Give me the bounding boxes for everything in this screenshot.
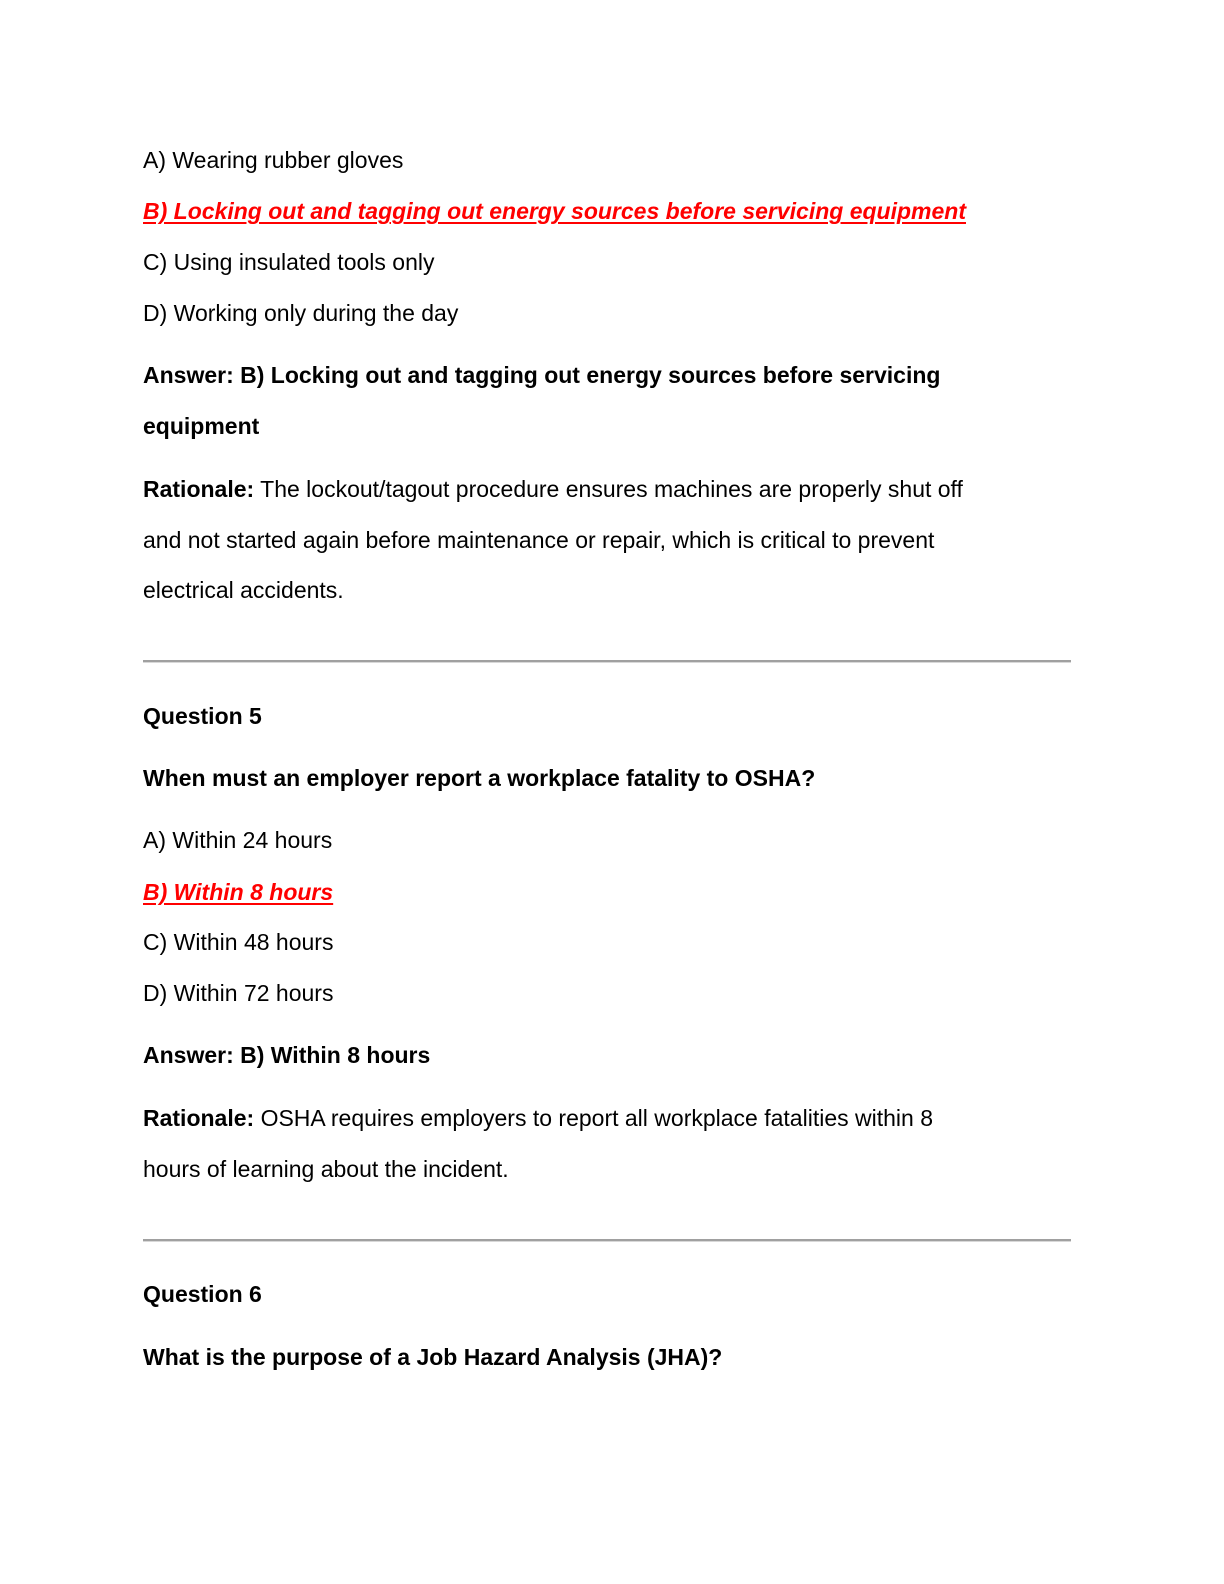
- q5-option-a: A) Within 24 hours: [143, 827, 333, 853]
- q4-option-b-correct: B) Locking out and tagging out energy sources before servicing equipment: [143, 198, 966, 224]
- q5-option-c: C) Within 48 hours: [143, 929, 334, 955]
- q4-option-d: D) Working only during the day: [143, 300, 459, 326]
- q4-option-c: C) Using insulated tools only: [143, 249, 435, 275]
- q5-rationale-line-2: hours of learning about the incident.: [143, 1156, 509, 1182]
- section-divider-2: [143, 1239, 1071, 1242]
- q5-rationale-label: Rationale:: [143, 1105, 255, 1131]
- q4-rationale-label: Rationale:: [143, 476, 255, 502]
- q4-rationale-line-1: [143, 474, 963, 504]
- q4-answer-line-1: Answer: B) Locking out and tagging out energy sources before servicing: [143, 362, 941, 388]
- q5-option-b-correct: B) Within 8 hours: [143, 879, 334, 905]
- q6-question: What is the purpose of a Job Hazard Analysis (JHA)?: [143, 1344, 723, 1370]
- q4-rationale-line-2: and not started again before maintenance or repair, which is critical to prevent: [143, 527, 935, 553]
- q4-answer-line-2: equipment: [143, 413, 260, 439]
- q5-answer: Answer: B) Within 8 hours: [143, 1042, 431, 1068]
- q6-heading: Question 6: [143, 1281, 262, 1307]
- q4-rationale-text-1: The lockout/tagout procedure ensures machines are properly shut off: [254, 476, 963, 502]
- q5-heading: Question 5: [143, 703, 262, 729]
- q5-rationale-text-1: OSHA requires employers to report all workplace fatalities within 8: [254, 1105, 933, 1131]
- q5-rationale-line-1: [143, 1103, 933, 1133]
- section-divider-1: [143, 660, 1071, 663]
- q4-rationale-line-3: electrical accidents.: [143, 577, 344, 603]
- q5-option-d: D) Within 72 hours: [143, 980, 334, 1006]
- q5-question: When must an employer report a workplace fatality to OSHA?: [143, 765, 816, 791]
- q4-option-a: A) Wearing rubber gloves: [143, 147, 404, 173]
